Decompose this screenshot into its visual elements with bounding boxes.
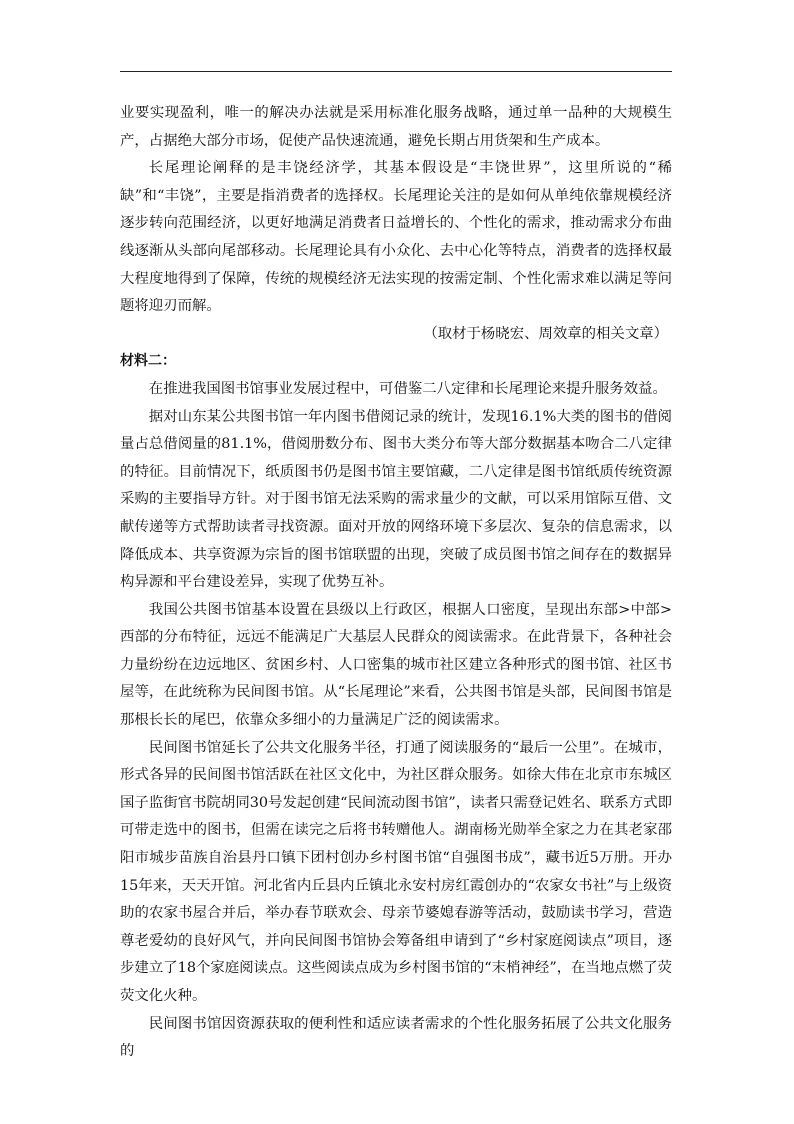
paragraph-statistics: 据对山东某公共图书馆一年内图书借阅记录的统计，发现16.1%大类的图书的借阅量占总借阅量的81.1%，借阅册数分布、图书大类分布等大部分数据基本吻合二八定律的特征。目前情况下，纸质图书仍是图书馆主要馆藏，二八定律是图书馆纸质传统资源采购的主要指导方针。对于图书馆无法采购的需求量少的文献，可以采用馆际互借、文献传递等方式帮助读者寻找资源。面对开放的网络环境下多层次、复杂的信息需求，以降低成本、共享资源为宗旨的图书馆联盟的出现，突破了成员图书馆之间存在的数据异构异源和平台建设差异，实现了优势互补。 [120, 408, 672, 591]
paragraph-public-libraries: 我国公共图书馆基本设置在县级以上行政区，根据人口密度，呈现出东部>中部>西部的分布特征，远远不能满足广大基层人民群众的阅读需求。在此背景下，各种社会力量纷纷在边远地区、贫困乡村、人口密集的城市社区建立各种形式的图书馆、社区书屋等，在此统称为民间图书馆。从“长尾理论”来看，公共图书馆是头部，民间图书馆是那根长长的尾巴，依靠众多细小的力量满足广泛的阅读需求。 [120, 601, 672, 729]
document-body [120, 100, 672, 1066]
header-rule [120, 71, 672, 72]
paragraph-trailing: 民间图书馆因资源获取的便利性和适应读者需求的个性化服务拓展了公共文化服务的 [120, 1015, 672, 1060]
source-citation: （取材于杨晓宏、周效章的相关文章） [423, 325, 668, 342]
paragraph-intro: 在推进我国图书馆事业发展过程中，可借鉴二八定律和长尾理论来提升服务效益。 [148, 380, 667, 397]
paragraph-long-tail-theory: 长尾理论阐释的是丰饶经济学，其基本假设是“丰饶世界”，这里所说的“稀缺”和“丰饶”，主要是指消费者的选择权。长尾理论关注的是如何从单纯依靠规模经济逐步转向范围经济，以更好地满足消费者日益增长的、个性化的需求，推动需求分布曲线逐渐从头部向尾部移动。长尾理论具有小众化、去中心化等特点，消费者的选择权最大程度地得到了保障，传统的规模经济无法实现的按需定制、个性化需求难以满足等问题将迎刃而解。 [120, 160, 672, 315]
section-heading-material-two: 材料二： [120, 353, 176, 370]
paragraph-private-libraries: 民间图书馆延长了公共文化服务半径，打通了阅读服务的“最后一公里”。在城市，形式各异的民间图书馆活跃在社区文化中，为社区群众服务。如徐大伟在北京市东城区国子监街官书院胡同30号发起创建“民间流动图书馆”，读者只需登记姓名、联系方式即可带走选中的图书，但需在读完之后将书转赠他人。湖南杨光勋举全家之力在其老家邵阳市城步苗族自治县丹口镇下团村创办乡村图书馆“自强图书成”，藏书近5万册。开办15年来，天天开馆。河北省内丘县内丘镇北永安村房红霞创办的“农家女书社”与上级资助的农家书屋合并后，举办春节联欢会、母亲节婆媳春游等活动，鼓励读书学习，营造尊老爱幼的良好风气，并向民间图书馆协会筹备组申请到了“乡村家庭阅读点”项目，逐步建立了18个家庭阅读点。这些阅读点成为乡村图书馆的“末梢神经”，在当地点燃了荧荧文化火种。 [120, 739, 672, 1004]
paragraph-continuation: 业要实现盈利，唯一的解决办法就是采用标准化服务战略，通过单一品种的大规模生产，占据绝大部分市场，促使产品快速流通，避免长期占用货架和生产成本。 [120, 105, 672, 149]
